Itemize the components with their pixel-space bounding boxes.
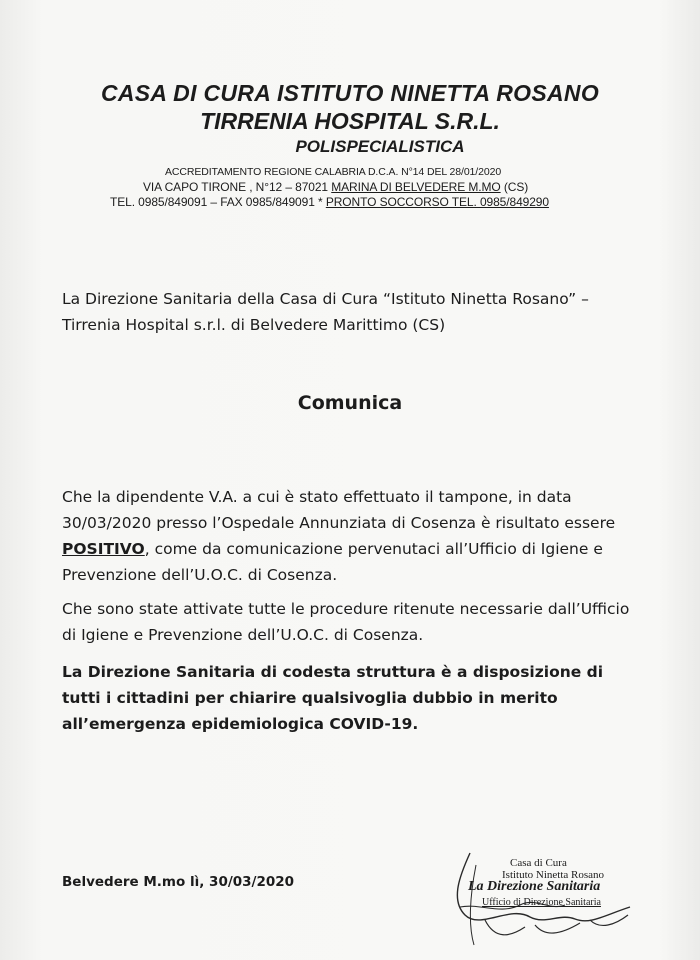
header-company-name: TIRRENIA HOSPITAL S.R.L. [200, 108, 500, 134]
address-locality: MARINA DI BELVEDERE M.MO [331, 180, 501, 194]
header-address [143, 180, 528, 194]
p1-text-before: Che la dipendente V.A. a cui è stato effettuato il tampone, in data 30/03/2020 presso l’Ospedale Annunziata di Cosenza è risultato essere [62, 488, 616, 532]
p1-text-after: , come da comunicazione pervenutaci all’Ufficio di Igiene e Prevenzione dell’U.O.C. di Cosenza. [62, 540, 603, 584]
phones-prefix: TEL. 0985/849091 – FAX 0985/849091 * [110, 195, 326, 209]
paragraph-procedures: Che sono state attivate tutte le procedure ritenute necessarie dall’Ufficio di Igiene e Prevenzione dell’U.O.C. di Cosenza. [62, 600, 630, 644]
stamp-line-3: La Direzione Sanitaria [468, 879, 601, 894]
intro-paragraph: La Direzione Sanitaria della Casa di Cura “Istituto Ninetta Rosano” – Tirrenia Hospital s.r.l. di Belvedere Marittimo (CS) [62, 290, 589, 334]
address-suffix: (CS) [500, 180, 529, 194]
positive-result: POSITIVO [62, 540, 145, 558]
stamp-line-2: Istituto Ninetta Rosano [502, 869, 605, 881]
stamp-line-4: Ufficio di Direzione Sanitaria [482, 897, 601, 908]
paragraph-test-result [62, 484, 642, 588]
official-stamp [440, 845, 640, 955]
document-title: Comunica [297, 392, 403, 414]
paragraph-availability: La Direzione Sanitaria di codesta struttura è a disposizione di tutti i cittadini per chiarire qualsivoglia dubbio in merito all’emergenza epidemiologica COVID-19. [62, 663, 604, 733]
address-prefix: VIA CAPO TIRONE , N°12 – 87021 [143, 180, 332, 194]
header-specialty: POLISPECIALISTICA [295, 137, 465, 156]
place-date: Belvedere M.mo lì, 30/03/2020 [62, 874, 295, 890]
header-clinic-name: CASA DI CURA ISTITUTO NINETTA ROSANO [100, 80, 600, 106]
header-phones [110, 195, 549, 209]
emergency-phone: PRONTO SOCCORSO TEL. 0985/849290 [325, 195, 549, 209]
stamp-line-1: Casa di Cura [510, 857, 567, 869]
header-accreditation: ACCREDITAMENTO REGIONE CALABRIA D.C.A. N°14 DEL 28/01/2020 [165, 166, 502, 178]
